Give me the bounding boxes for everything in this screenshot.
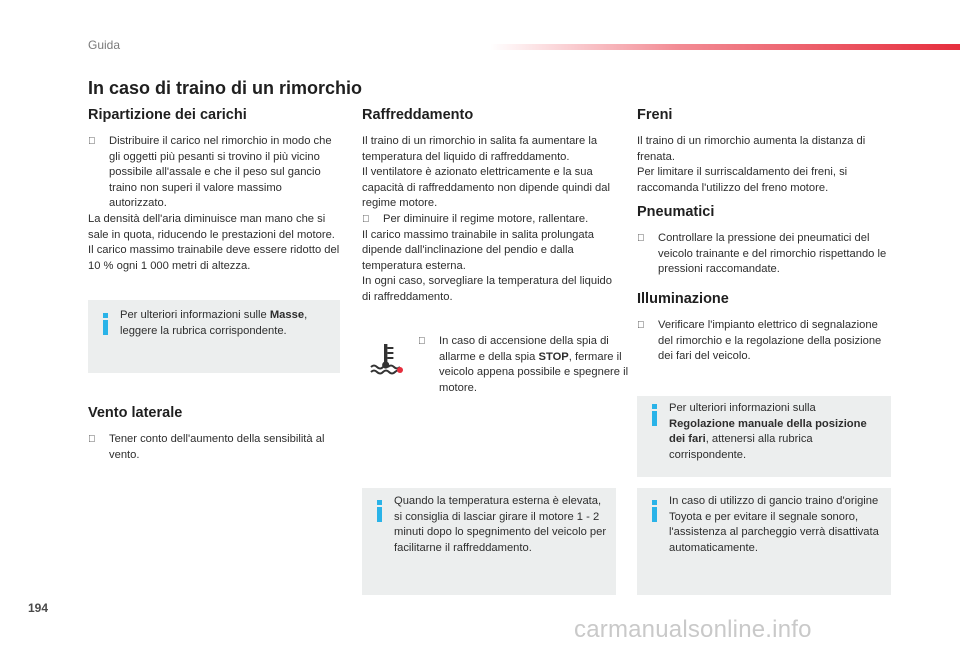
warning-stop-light: In caso di accensione della spia di allarme e della spia STOP, fermare il veicolo appena possibile e spegnere il motore. (418, 334, 634, 396)
info-text-masses: Per ulteriori informazioni sulle Masse, leggere la rubrica corrispondente. (120, 309, 308, 337)
bullet-text: Verificare l'impianto elettrico di segnalazione del rimorchio e la regolazione della posizione dei fari del veicolo. (658, 319, 882, 363)
info-icon (648, 500, 662, 524)
stop-label: STOP (538, 350, 569, 363)
header-accent-bar (490, 44, 960, 50)
section-label: Guida (88, 38, 121, 52)
link-headlamp-adjustment: Regolazione manuale della posizione dei fari (669, 417, 867, 446)
bullet-icon (88, 134, 96, 150)
page-number: 194 (28, 601, 49, 615)
column-left (88, 104, 340, 274)
info-box-parking-sensors (637, 488, 891, 595)
column-right (637, 104, 893, 196)
paragraph-cooling-3: Il carico massimo trainabile in salita prolungata dipende dall'inclinazione del pendio e dalla temperatura esterna. (362, 228, 594, 272)
paragraph-cooling-4: In ogni caso, sorvegliare la temperatura del liquido di raffreddamento. (362, 275, 612, 303)
bullet-text: Tener conto dell'aumento della sensibilità al vento. (109, 433, 325, 461)
column-middle (362, 104, 620, 306)
bullet-text: Per diminuire il regime motore, rallentare. (383, 212, 589, 225)
info-icon (99, 313, 113, 337)
paragraph-cooling-2: Il ventilatore è azionato elettricamente e la sua capacità di raffreddamento non dipende quindi dal regime motore. (362, 166, 610, 210)
heading-cooling: Raffreddamento (362, 107, 474, 123)
watermark: carmanualsonline.info (574, 616, 812, 643)
bullet-icon (362, 212, 370, 228)
coolant-temperature-warning-icon (368, 342, 404, 376)
bullet-text: Controllare la pressione dei pneumatici del veicolo trainante e del rimorchio rispettando le pressioni raccomandate. (658, 232, 887, 276)
heading-tyres: Pneumatici (637, 204, 715, 220)
page-title: In caso di traino di un rimorchio (88, 78, 363, 98)
heading-brakes: Freni (637, 107, 673, 123)
bullet-tyres (637, 231, 893, 278)
heading-lighting: Illuminazione (637, 291, 729, 307)
paragraph-brakes-2: Per limitare il surriscaldamento dei freni, si raccomanda l'utilizzo del freno motore. (637, 166, 848, 194)
section-tyres (637, 201, 893, 278)
paragraph-air-density: La densità dell'aria diminuisce man mano che si sale in quota, riducendo le prestazioni del motore. Il carico massimo trainabile deve essere ridotto del 10 % ogni 1 000 metri di altezza. (88, 212, 340, 272)
info-text-hot-weather: Quando la temperatura esterna è elevata, si consiglia di lasciar girare il motore 1 - 2 minuti dopo lo spegnimento del veicolo per facilitarne il raffreddamento. (394, 495, 607, 554)
bullet-load-distribution (88, 134, 340, 212)
info-text-parking-sensors: In caso di utilizzo di gancio traino d'origine Toyota e per evitare il segnale sonoro, l'assistenza al parcheggio verrà disattivata automaticamente. (669, 495, 879, 554)
info-box-hot-weather (362, 488, 616, 595)
link-masses: Masse (269, 309, 305, 321)
info-text-headlamp: Per ulteriori informazioni sulla Regolazione manuale della posizione dei fari, attenersi alla rubrica corrispondente. (669, 402, 867, 461)
section-crosswind (88, 402, 340, 463)
heading-crosswind: Vento laterale (88, 405, 183, 421)
bullet-icon (637, 318, 645, 334)
bullet-crosswind (88, 432, 340, 463)
bullet-text: Distribuire il carico nel rimorchio in modo che gli oggetti più pesanti si trovino il più vicino possibile all'assale e che il peso sul gancio traino non superi il valore massimo autorizzato. (109, 135, 332, 210)
paragraph-cooling-1: Il traino di un rimorchio in salita fa aumentare la temperatura del liquido di raffreddamento. (362, 135, 598, 163)
heading-load-distribution: Ripartizione dei carichi (88, 107, 247, 123)
bullet-icon (88, 432, 96, 448)
info-box-masses (88, 300, 340, 373)
bullet-icon (637, 231, 645, 247)
bullet-cooling (362, 212, 620, 228)
bullet-icon (418, 334, 426, 350)
paragraph-brakes-1: Il traino di un rimorchio aumenta la distanza di frenata. (637, 135, 866, 163)
bullet-lighting (637, 318, 893, 365)
section-lighting (637, 288, 893, 365)
info-icon (648, 404, 662, 428)
info-icon (373, 500, 387, 524)
info-box-headlamp (637, 396, 891, 477)
